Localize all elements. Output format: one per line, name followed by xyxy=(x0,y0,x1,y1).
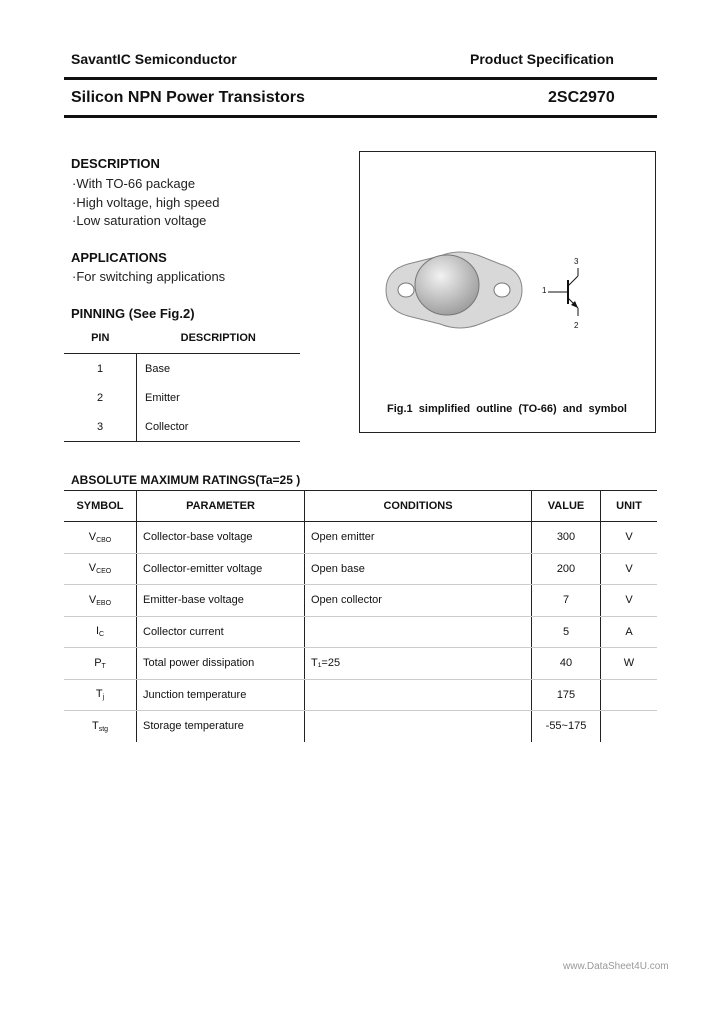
value-col-header: VALUE xyxy=(532,491,601,522)
pin-number: 3 xyxy=(64,412,137,442)
symbol-cell xyxy=(64,522,137,554)
table-row xyxy=(64,711,657,742)
conditions-cell xyxy=(305,616,532,648)
symbol-pin-1: 1 xyxy=(542,286,547,295)
applications-heading: APPLICATIONS xyxy=(71,250,167,265)
pinning-header-row xyxy=(64,322,300,354)
desc-col-header: DESCRIPTION xyxy=(137,322,301,354)
value-cell: -55~175 xyxy=(532,711,601,742)
parameter-col-header: PARAMETER xyxy=(137,491,305,522)
symbol-subscript: CBO xyxy=(96,536,112,544)
table-row xyxy=(64,553,657,585)
conditions-cell: T₁=25 xyxy=(305,648,532,680)
part-number: 2SC2970 xyxy=(548,89,615,106)
header-rule-top xyxy=(64,77,657,80)
parameter-cell: Junction temperature xyxy=(137,679,305,711)
watermark: www.DataSheet4U.com xyxy=(563,961,669,972)
doc-type: Product Specification xyxy=(470,51,614,67)
to66-package-illustration xyxy=(360,152,657,434)
pin-description: Collector xyxy=(137,412,301,442)
symbol-pin-3: 3 xyxy=(574,257,579,266)
description-item: ·With TO-66 package xyxy=(72,176,196,191)
value-cell: 40 xyxy=(532,648,601,680)
table-row xyxy=(64,585,657,617)
table-row xyxy=(64,679,657,711)
symbol-main: V xyxy=(88,530,97,543)
parameter-cell: Collector-emitter voltage xyxy=(137,553,305,585)
conditions-cell xyxy=(305,711,532,742)
symbol-cell xyxy=(64,648,137,680)
pin-number: 1 xyxy=(64,354,137,384)
symbol-cell xyxy=(64,585,137,617)
parameter-cell: Collector current xyxy=(137,616,305,648)
conditions-cell xyxy=(305,679,532,711)
company-name: SavantIC Semiconductor xyxy=(71,51,237,67)
parameter-cell: Collector-base voltage xyxy=(137,522,305,554)
unit-cell: V xyxy=(601,522,658,554)
pin-col-header: PIN xyxy=(64,322,137,354)
ratings-header-row xyxy=(64,491,657,522)
symbol-main: V xyxy=(88,562,97,575)
symbol-main: T xyxy=(91,719,99,732)
pinning-heading: PINNING (See Fig.2) xyxy=(71,306,195,321)
table-row xyxy=(64,354,300,384)
conditions-cell: Open emitter xyxy=(305,522,532,554)
symbol-subscript: EBO xyxy=(96,599,112,607)
parameter-cell: Emitter-base voltage xyxy=(137,585,305,617)
unit-col-header: UNIT xyxy=(601,491,658,522)
pin-number: 2 xyxy=(64,383,137,412)
symbol-main: I xyxy=(95,625,99,638)
pinning-table xyxy=(64,322,300,442)
applications-item: ·For switching applications xyxy=(72,269,226,284)
symbol-main: P xyxy=(94,656,102,669)
conditions-cell: Open collector xyxy=(305,585,532,617)
table-row xyxy=(64,648,657,680)
description-list xyxy=(72,175,219,231)
header-rule-bottom xyxy=(64,115,657,118)
symbol-cell xyxy=(64,616,137,648)
value-cell: 300 xyxy=(532,522,601,554)
symbol-subscript: C xyxy=(99,631,105,639)
pin-description: Emitter xyxy=(145,391,180,404)
unit-cell: A xyxy=(601,616,658,648)
description-item: ·Low saturation voltage xyxy=(72,213,207,229)
symbol-cell xyxy=(64,711,137,742)
parameter-cell: Total power dissipation xyxy=(137,648,305,680)
symbol-pin-2: 2 xyxy=(574,321,579,330)
conditions-col-header: CONDITIONS xyxy=(305,491,532,522)
unit-cell: W xyxy=(601,648,658,680)
symbol-cell xyxy=(64,679,137,711)
conditions-cell: Open base xyxy=(305,553,532,585)
symbol-subscript: CEO xyxy=(96,568,112,576)
table-row xyxy=(64,383,300,412)
symbol-main: V xyxy=(88,593,97,606)
figure-box xyxy=(359,151,656,433)
symbol-cell xyxy=(64,553,137,585)
value-cell: 7 xyxy=(532,585,601,617)
figure-caption: Fig.1 simplified outline (TO-66) and symbol xyxy=(387,403,627,415)
table-row xyxy=(64,412,300,442)
ratings-heading: ABSOLUTE MAXIMUM RATINGS(Ta=25 ) xyxy=(71,473,301,487)
pin-description: Base xyxy=(145,362,171,375)
symbol-main: T xyxy=(95,688,103,701)
symbol-subscript: T xyxy=(101,662,106,670)
value-cell: 175 xyxy=(532,679,601,711)
symbol-subscript: j xyxy=(102,694,105,702)
unit-cell xyxy=(601,679,658,711)
unit-cell xyxy=(601,711,658,742)
parameter-cell: Storage temperature xyxy=(137,711,305,742)
table-row xyxy=(64,522,657,554)
product-family: Silicon NPN Power Transistors xyxy=(71,89,305,106)
description-item: ·High voltage, high speed xyxy=(72,194,220,210)
value-cell: 5 xyxy=(532,616,601,648)
description-heading: DESCRIPTION xyxy=(71,156,160,171)
ratings-table xyxy=(64,490,657,742)
table-row xyxy=(64,616,657,648)
symbol-col-header: SYMBOL xyxy=(64,491,137,522)
unit-cell: V xyxy=(601,553,658,585)
value-cell: 200 xyxy=(532,553,601,585)
symbol-subscript: stg xyxy=(98,725,109,733)
unit-cell: V xyxy=(601,585,658,617)
